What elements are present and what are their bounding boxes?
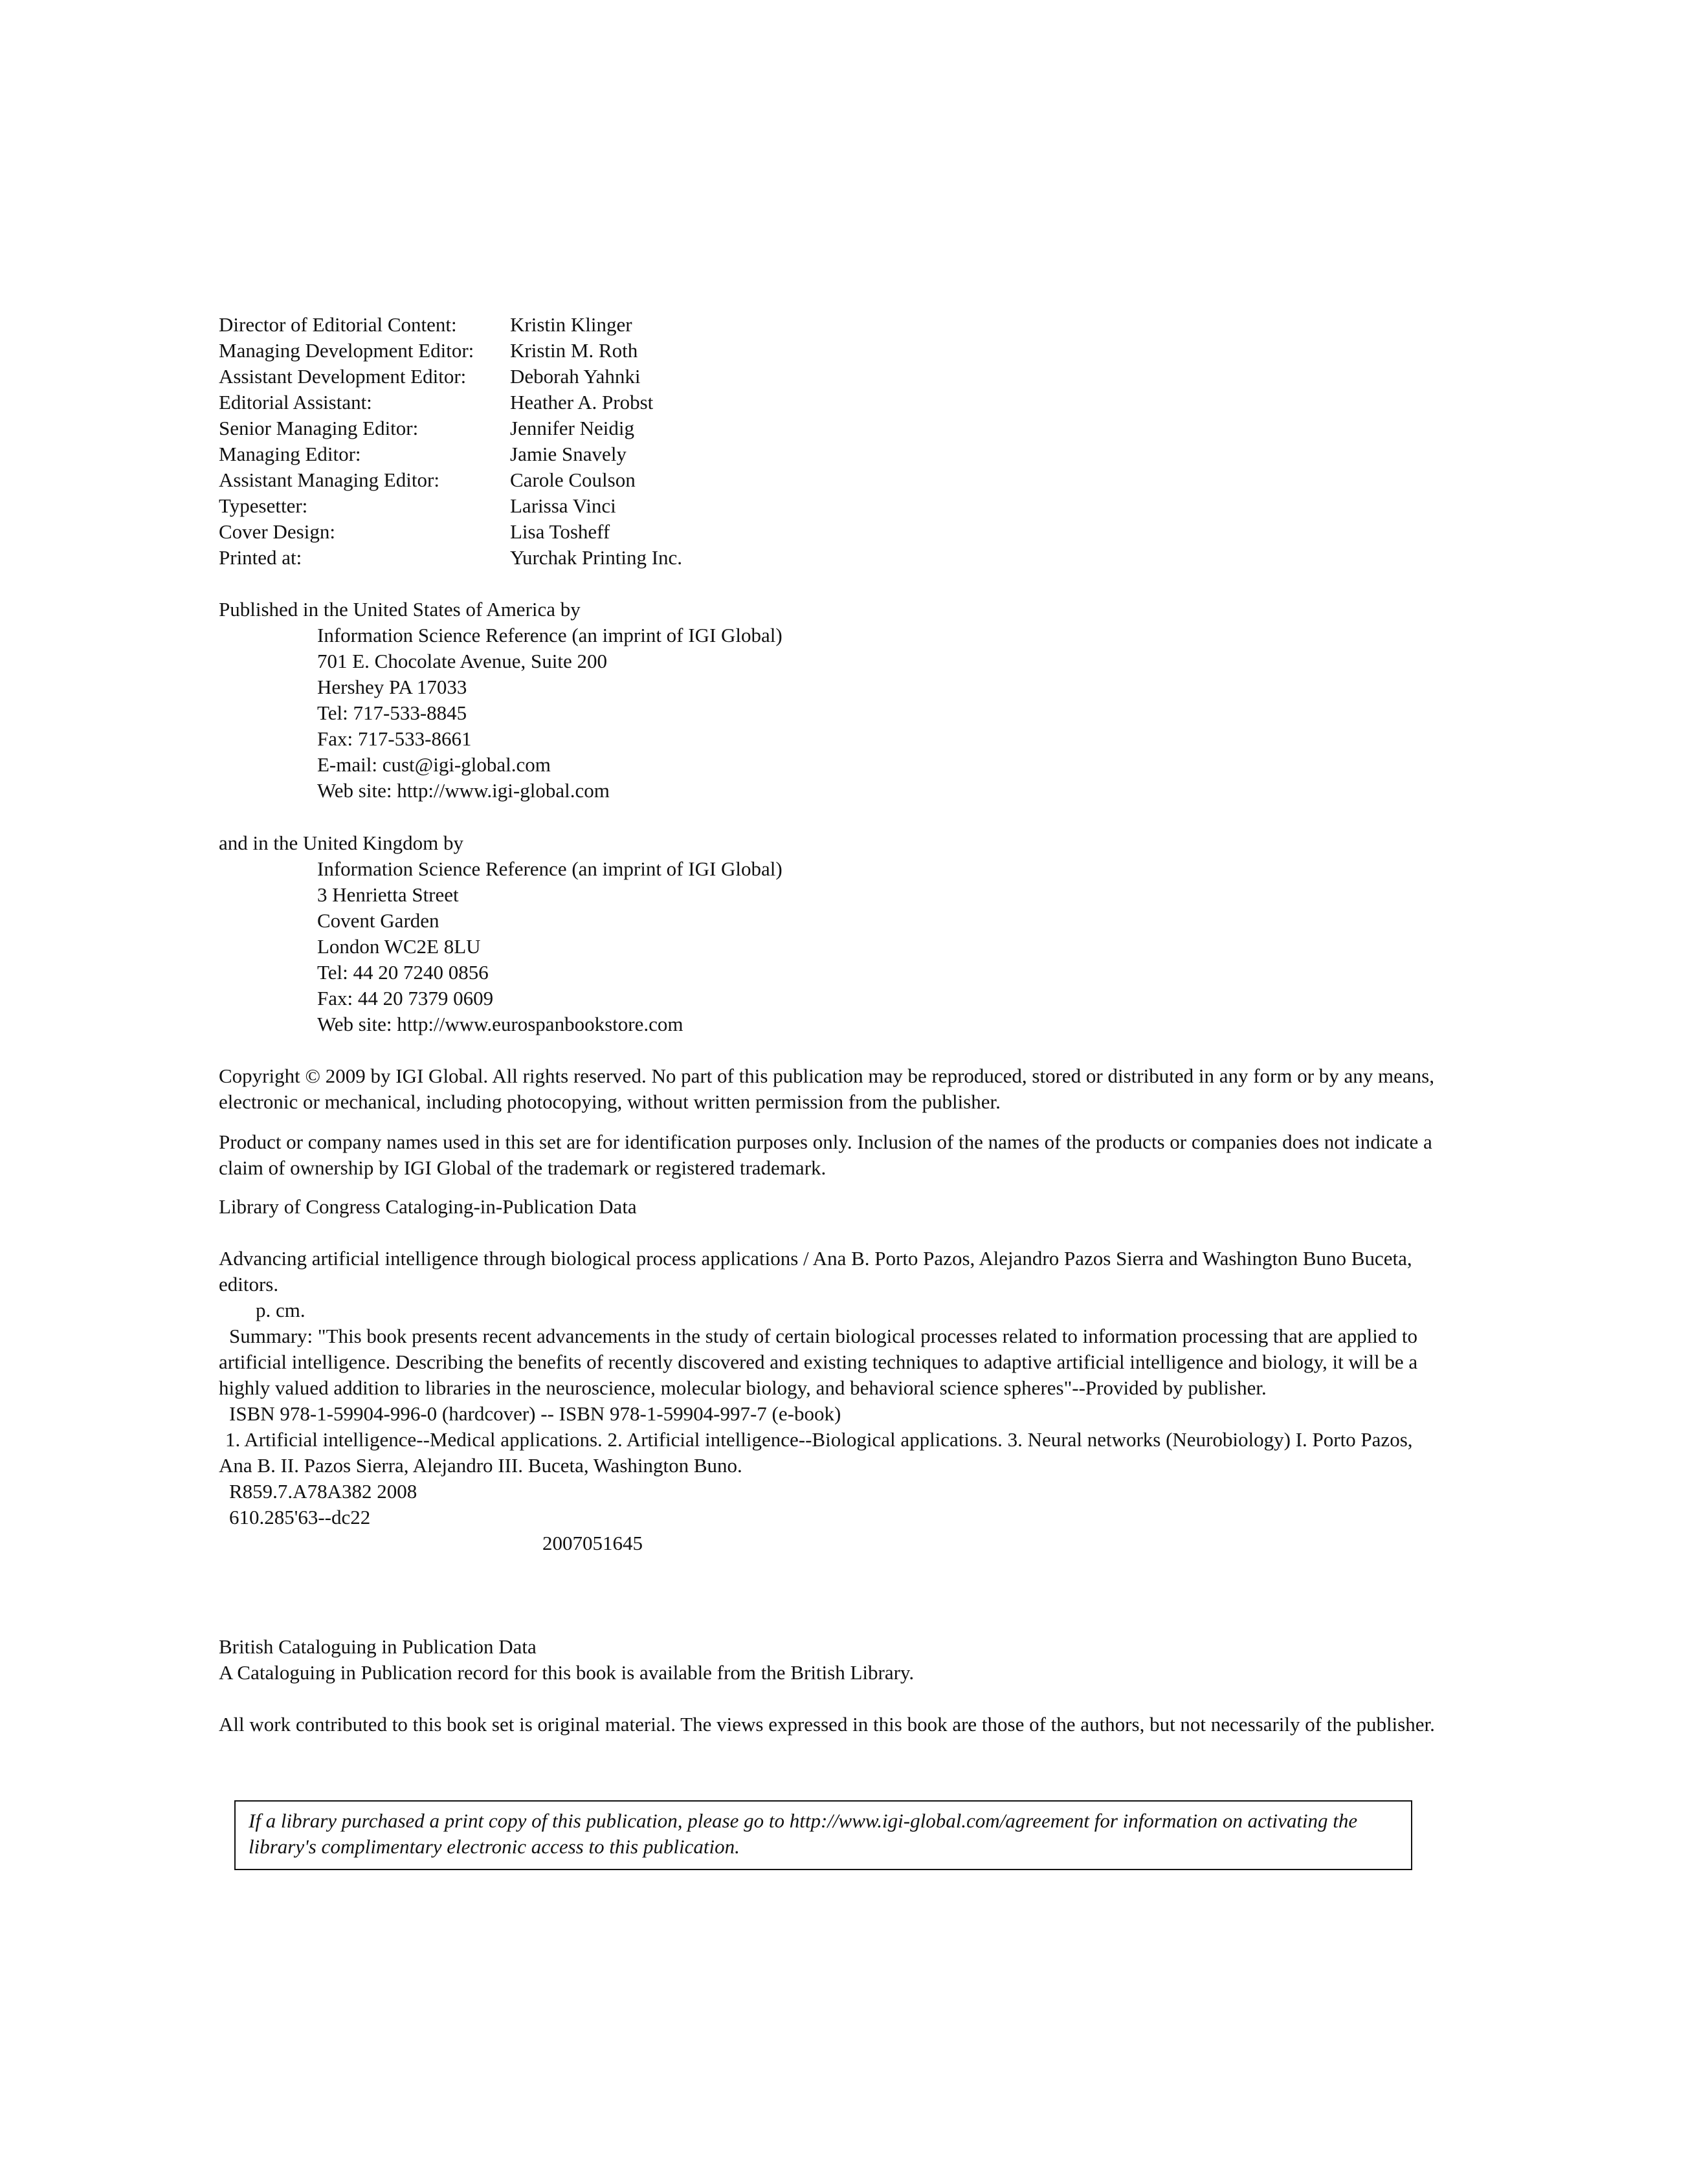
- copyright-notice: Copyright © 2009 by IGI Global. All rights reserved. No part of this publication may be reproduced, stored or distributed in any form or by any means, electronic or mechanical, including photocopying, without written permission from the publisher.: [219, 1064, 1434, 1113]
- credit-row: [219, 467, 1436, 493]
- address-line: London WC2E 8LU: [317, 935, 481, 958]
- credit-row: [219, 441, 1436, 467]
- address-line: Information Science Reference (an imprint of IGI Global): [317, 624, 783, 646]
- credit-name: Jamie Snavely: [510, 443, 627, 465]
- credit-name: Kristin M. Roth: [510, 339, 638, 362]
- address-line: Web site: http://www.igi-global.com: [317, 779, 610, 802]
- credit-name: Larissa Vinci: [510, 494, 616, 517]
- credit-row: [219, 338, 1436, 364]
- address-line: 3 Henrietta Street: [317, 883, 459, 906]
- credit-name: Lisa Tosheff: [510, 520, 610, 543]
- address-line: Fax: 717-533-8661: [317, 727, 472, 750]
- address-line: Covent Garden: [317, 909, 439, 932]
- publisher-us-intro: Published in the United States of America by: [219, 598, 581, 621]
- credit-role: Director of Editorial Content:: [219, 313, 457, 336]
- british-text: A Cataloguing in Publication record for this book is available from the British Library.: [219, 1661, 915, 1684]
- credit-row: [219, 415, 1436, 441]
- address-line: Fax: 44 20 7379 0609: [317, 987, 494, 1009]
- address-line: Information Science Reference (an imprint of IGI Global): [317, 857, 783, 880]
- address-line: Tel: 717-533-8845: [317, 701, 467, 724]
- credit-name: Deborah Yahnki: [510, 365, 641, 388]
- credit-role: Typesetter:: [219, 494, 308, 517]
- credit-row: [219, 519, 1436, 545]
- credit-name: Carole Coulson: [510, 469, 636, 491]
- publisher-us-address: [219, 597, 1436, 804]
- cip-call-number: R859.7.A78A382 2008: [229, 1480, 417, 1503]
- credit-name: Kristin Klinger: [510, 313, 632, 336]
- cip-record: [219, 1246, 1436, 1556]
- publisher-uk-address: [219, 830, 1436, 1037]
- credit-role: Senior Managing Editor:: [219, 417, 419, 439]
- original-material-notice: All work contributed to this book set is original material. The views expressed in this book are those of the authors, but not necessarily of the publisher.: [219, 1713, 1435, 1736]
- credit-role: Managing Development Editor:: [219, 339, 474, 362]
- cip-summary: Summary: "This book presents recent advancements in the study of certain biological processes related to information processing that are applied to artificial intelligence. Describing the benefits of recently discovered and existing techniques to adaptive artificial intelligence and biology, it will be a highly valued addition to libraries in the neuroscience, molecular biology, and behavioral science spheres"--Provided by publisher.: [219, 1325, 1418, 1399]
- credit-row: [219, 312, 1436, 338]
- cip-title: Advancing artificial intelligence through biological process applications / Ana B. Porto Pazos, Alejandro Pazos Sierra and Washington Buno Buceta, editors.: [219, 1247, 1412, 1296]
- credit-role: Editorial Assistant:: [219, 391, 372, 414]
- loc-heading: Library of Congress Cataloging-in-Publication Data: [219, 1195, 637, 1218]
- library-access-notice: If a library purchased a print copy of this publication, please go to http://www.igi-global.com/agreement for information on activating the library's complimentary electronic access to this publication.: [234, 1800, 1412, 1870]
- credit-row: [219, 364, 1436, 390]
- address-line: Web site: http://www.eurospanbookstore.com: [317, 1013, 683, 1035]
- credit-name: Jennifer Neidig: [510, 417, 634, 439]
- cip-lccn: 2007051645: [542, 1532, 643, 1554]
- cip-isbn: ISBN 978-1-59904-996-0 (hardcover) -- ISBN 978-1-59904-997-7 (e-book): [229, 1402, 841, 1425]
- credit-role: Printed at:: [219, 546, 302, 569]
- address-line: 701 E. Chocolate Avenue, Suite 200: [317, 650, 607, 672]
- trademark-notice: Product or company names used in this set are for identification purposes only. Inclusion of the names of the products or companies does not indicate a claim of ownership by IGI Global of the trademark or registered trademark.: [219, 1131, 1432, 1179]
- credit-row: [219, 545, 1436, 571]
- cip-subjects: 1. Artificial intelligence--Medical applications. 2. Artificial intelligence--Biological applications. 3. Neural networks (Neurobiology) I. Porto Pazos, Ana B. II. Pazos Sierra, Alejandro III. Buceta, Washington Buno.: [219, 1428, 1413, 1477]
- credit-role: Assistant Development Editor:: [219, 365, 467, 388]
- address-line: Tel: 44 20 7240 0856: [317, 961, 489, 984]
- cip-dewey: 610.285'63--dc22: [229, 1506, 371, 1528]
- address-line: E-mail: cust@igi-global.com: [317, 753, 551, 776]
- credit-name: Heather A. Probst: [510, 391, 654, 414]
- credit-row: [219, 493, 1436, 519]
- credit-role: Cover Design:: [219, 520, 335, 543]
- credit-role: Managing Editor:: [219, 443, 361, 465]
- credit-row: [219, 390, 1436, 415]
- credit-name: Yurchak Printing Inc.: [510, 546, 683, 569]
- credit-role: Assistant Managing Editor:: [219, 469, 439, 491]
- publisher-uk-intro: and in the United Kingdom by: [219, 832, 463, 854]
- british-heading: British Cataloguing in Publication Data: [219, 1635, 537, 1658]
- cip-pcm: p. cm.: [256, 1299, 305, 1321]
- address-line: Hershey PA 17033: [317, 676, 467, 698]
- editorial-credits: [219, 312, 1436, 571]
- british-cip: [219, 1634, 1436, 1686]
